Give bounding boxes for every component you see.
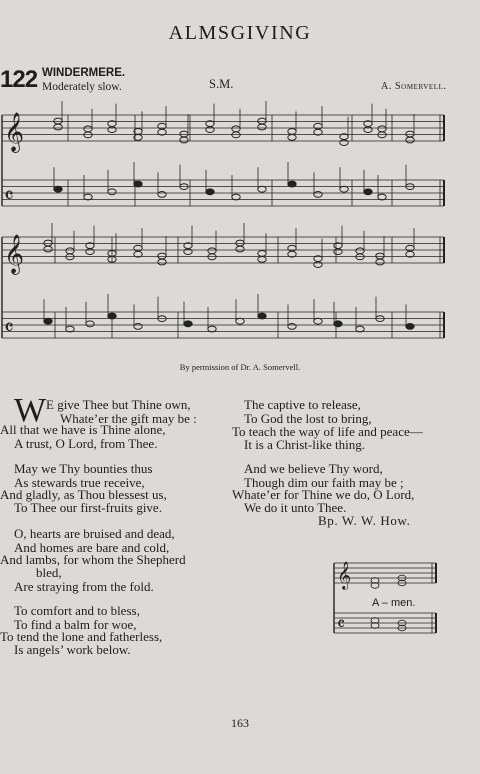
verse-6-line-1: And we believe Thy word, (244, 461, 383, 476)
permission-note: By permission of Dr. A. Somervell. (179, 362, 301, 372)
tempo-marking: Moderately slow. (42, 81, 122, 93)
verse-1-line-3: All that we have is Thine alone, (0, 422, 166, 437)
svg-text:𝄞: 𝄞 (4, 112, 25, 152)
verse-1-line-2: Whate’er the gift may be : (60, 411, 197, 426)
verse-6-line-4: We do it unto Thee. (244, 500, 347, 515)
verse-3-line-1: O, hearts are bruised and dead, (14, 526, 175, 541)
verse-3-line-2: And homes are bare and cold, (14, 540, 170, 555)
verse-6-line-3: Whate’er for Thine we do, O Lord, (232, 487, 415, 502)
verse-3-line-4: bled, (36, 565, 62, 580)
svg-text:𝄞: 𝄞 (4, 234, 25, 274)
svg-text:𝄴: 𝄴 (4, 316, 14, 341)
verse-5-line-1: The captive to release, (244, 397, 361, 412)
verse-1-line-4: A trust, O Lord, from Thee. (14, 436, 158, 451)
amen-label: A – men. (372, 597, 416, 609)
verse-5-line-4: It is a Christ-like thing. (244, 437, 365, 452)
verse-4-line-3: To tend the lone and fatherless, (0, 629, 163, 644)
page-number: 163 (231, 716, 249, 730)
verse-5-line-2: To God the lost to bring, (244, 411, 372, 426)
verse-2-line-2: As stewards true receive, (14, 475, 145, 490)
verse-4-line-1: To comfort and to bless, (14, 603, 140, 618)
verse-1-line-1: E give Thee but Thine own, (46, 397, 191, 412)
svg-text:𝄴: 𝄴 (4, 184, 14, 209)
verse-2-line-3: And gladly, as Thou blessest us, (0, 487, 167, 502)
meter: S.M. (209, 77, 234, 91)
verse-5-line-3: To teach the way of life and peace— (232, 424, 423, 439)
text-author: Bp. W. W. How. (318, 513, 411, 528)
svg-text:𝄴: 𝄴 (337, 614, 346, 635)
notes (4, 101, 414, 341)
drop-cap: W (14, 392, 47, 429)
composer: A. Somervell. (381, 81, 447, 92)
verse-4-line-2: To find a balm for woe, (14, 617, 137, 632)
staff-lines (2, 115, 444, 338)
hymn-title: ALMSGIVING (168, 22, 312, 44)
svg-text:𝄞: 𝄞 (337, 561, 352, 589)
verse-3-line-3: And lambs, for whom the Shepherd (0, 552, 186, 567)
verse-4-line-4: Is angels’ work below. (14, 642, 131, 657)
hymn-number: 122 (0, 66, 38, 93)
verse-2-line-4: To Thee our first-fruits give. (14, 500, 162, 515)
verse-2-line-1: May we Thy bounties thus (14, 461, 153, 476)
verse-6-line-2: Though dim our faith may be ; (244, 475, 404, 490)
verse-3-line-5: Are straying from the fold. (14, 579, 154, 594)
tune-name: WINDERMERE. (42, 67, 126, 79)
music-score (0, 100, 480, 360)
